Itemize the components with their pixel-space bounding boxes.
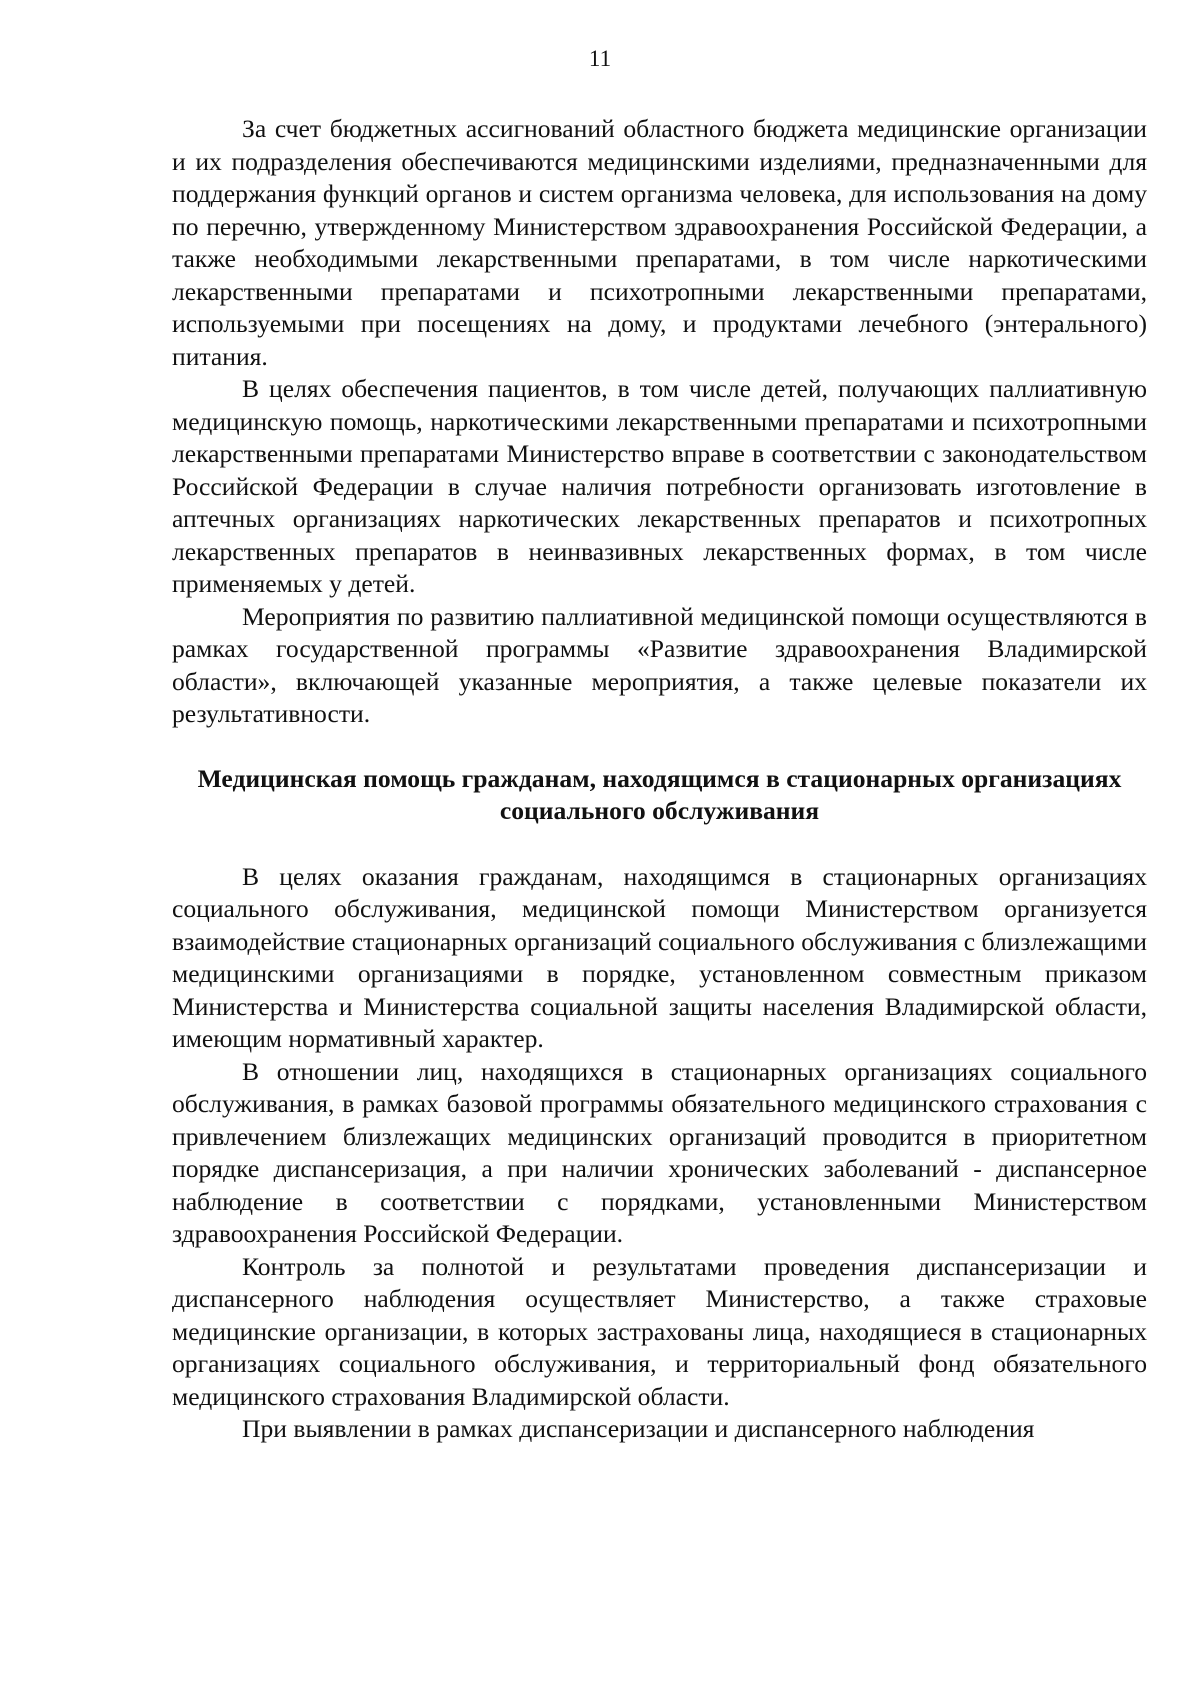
document-body (172, 113, 1147, 1446)
paragraph-narcotic-drugs: В целях обеспечения пациентов, в том числе детей, получающих паллиативную медицинскую помощь, наркотическими лекарственными препаратами и психотропными лекарственными препаратами Министерство вправе в соответствии с законодательством Российской Федерации в случае наличия потребности организовать изготовление в аптечных организациях наркотических лекарственных препаратов и психотропных лекарственных препаратов в неинвазивных лекарственных формах, в том числе применяемых у детей. (172, 374, 1147, 598)
paragraph-interaction: В целях оказания гражданам, находящимся в стационарных организациях социального обслуживания, медицинской помощи Министерством организуется взаимодействие стационарных организаций социального обслуживания с близлежащими медицинскими организациями в порядке, установленном совместным приказом Министерства и Министерства социальной защиты населения Владимирской области, имеющим нормативный характер. (172, 861, 1147, 1053)
paragraph-dispensarization: В отношении лиц, находящихся в стационарных организациях социального обслуживания, в рамках базовой программы обязательного медицинского страхования с привлечением близлежащих медицинских организаций проводится в приоритетном порядке диспансеризация, а при наличии хронических заболеваний - диспансерное наблюдение в соответствии с порядками, установленными Министерством здравоохранения Российской Федерации. (172, 1056, 1147, 1248)
page-number: 11 (588, 46, 612, 71)
section-heading: Медицинская помощь гражданам, находящимся в стационарных организациях социального обслуживания (197, 763, 1122, 825)
paragraph-palliative-program: Мероприятия по развитию паллиативной медицинской помощи осуществляются в рамках государственной программы «Развитие здравоохранения Владимирской области», включающей указанные мероприятия, а также целевые показатели их результативности. (172, 601, 1147, 728)
paragraph-medical-devices: За счет бюджетных ассигнований областного бюджета медицинские организации и их подразделения обеспечиваются медицинскими изделиями, предназначенными для поддержания функций органов и систем организма человека, для использования на дому по перечню, утвержденному Министерством здравоохранения Российской Федерации, а также необходимыми лекарственными препаратами, в том числе наркотическими лекарственными препаратами и психотропными лекарственными препаратами, используемыми при посещениях на дому, и продуктами лечебного (энтерального) питания. (172, 114, 1147, 371)
paragraph-detection: При выявлении в рамках диспансеризации и диспансерного наблюдения (242, 1414, 1035, 1443)
paragraph-control: Контроль за полнотой и результатами проведения диспансеризации и диспансерного наблюдения осуществляет Министерство, а также страховые медицинские организации, в которых застрахованы лица, находящиеся в стационарных организациях социального обслуживания, и территориальный фонд обязательного медицинского страхования Владимирской области. (172, 1251, 1147, 1411)
